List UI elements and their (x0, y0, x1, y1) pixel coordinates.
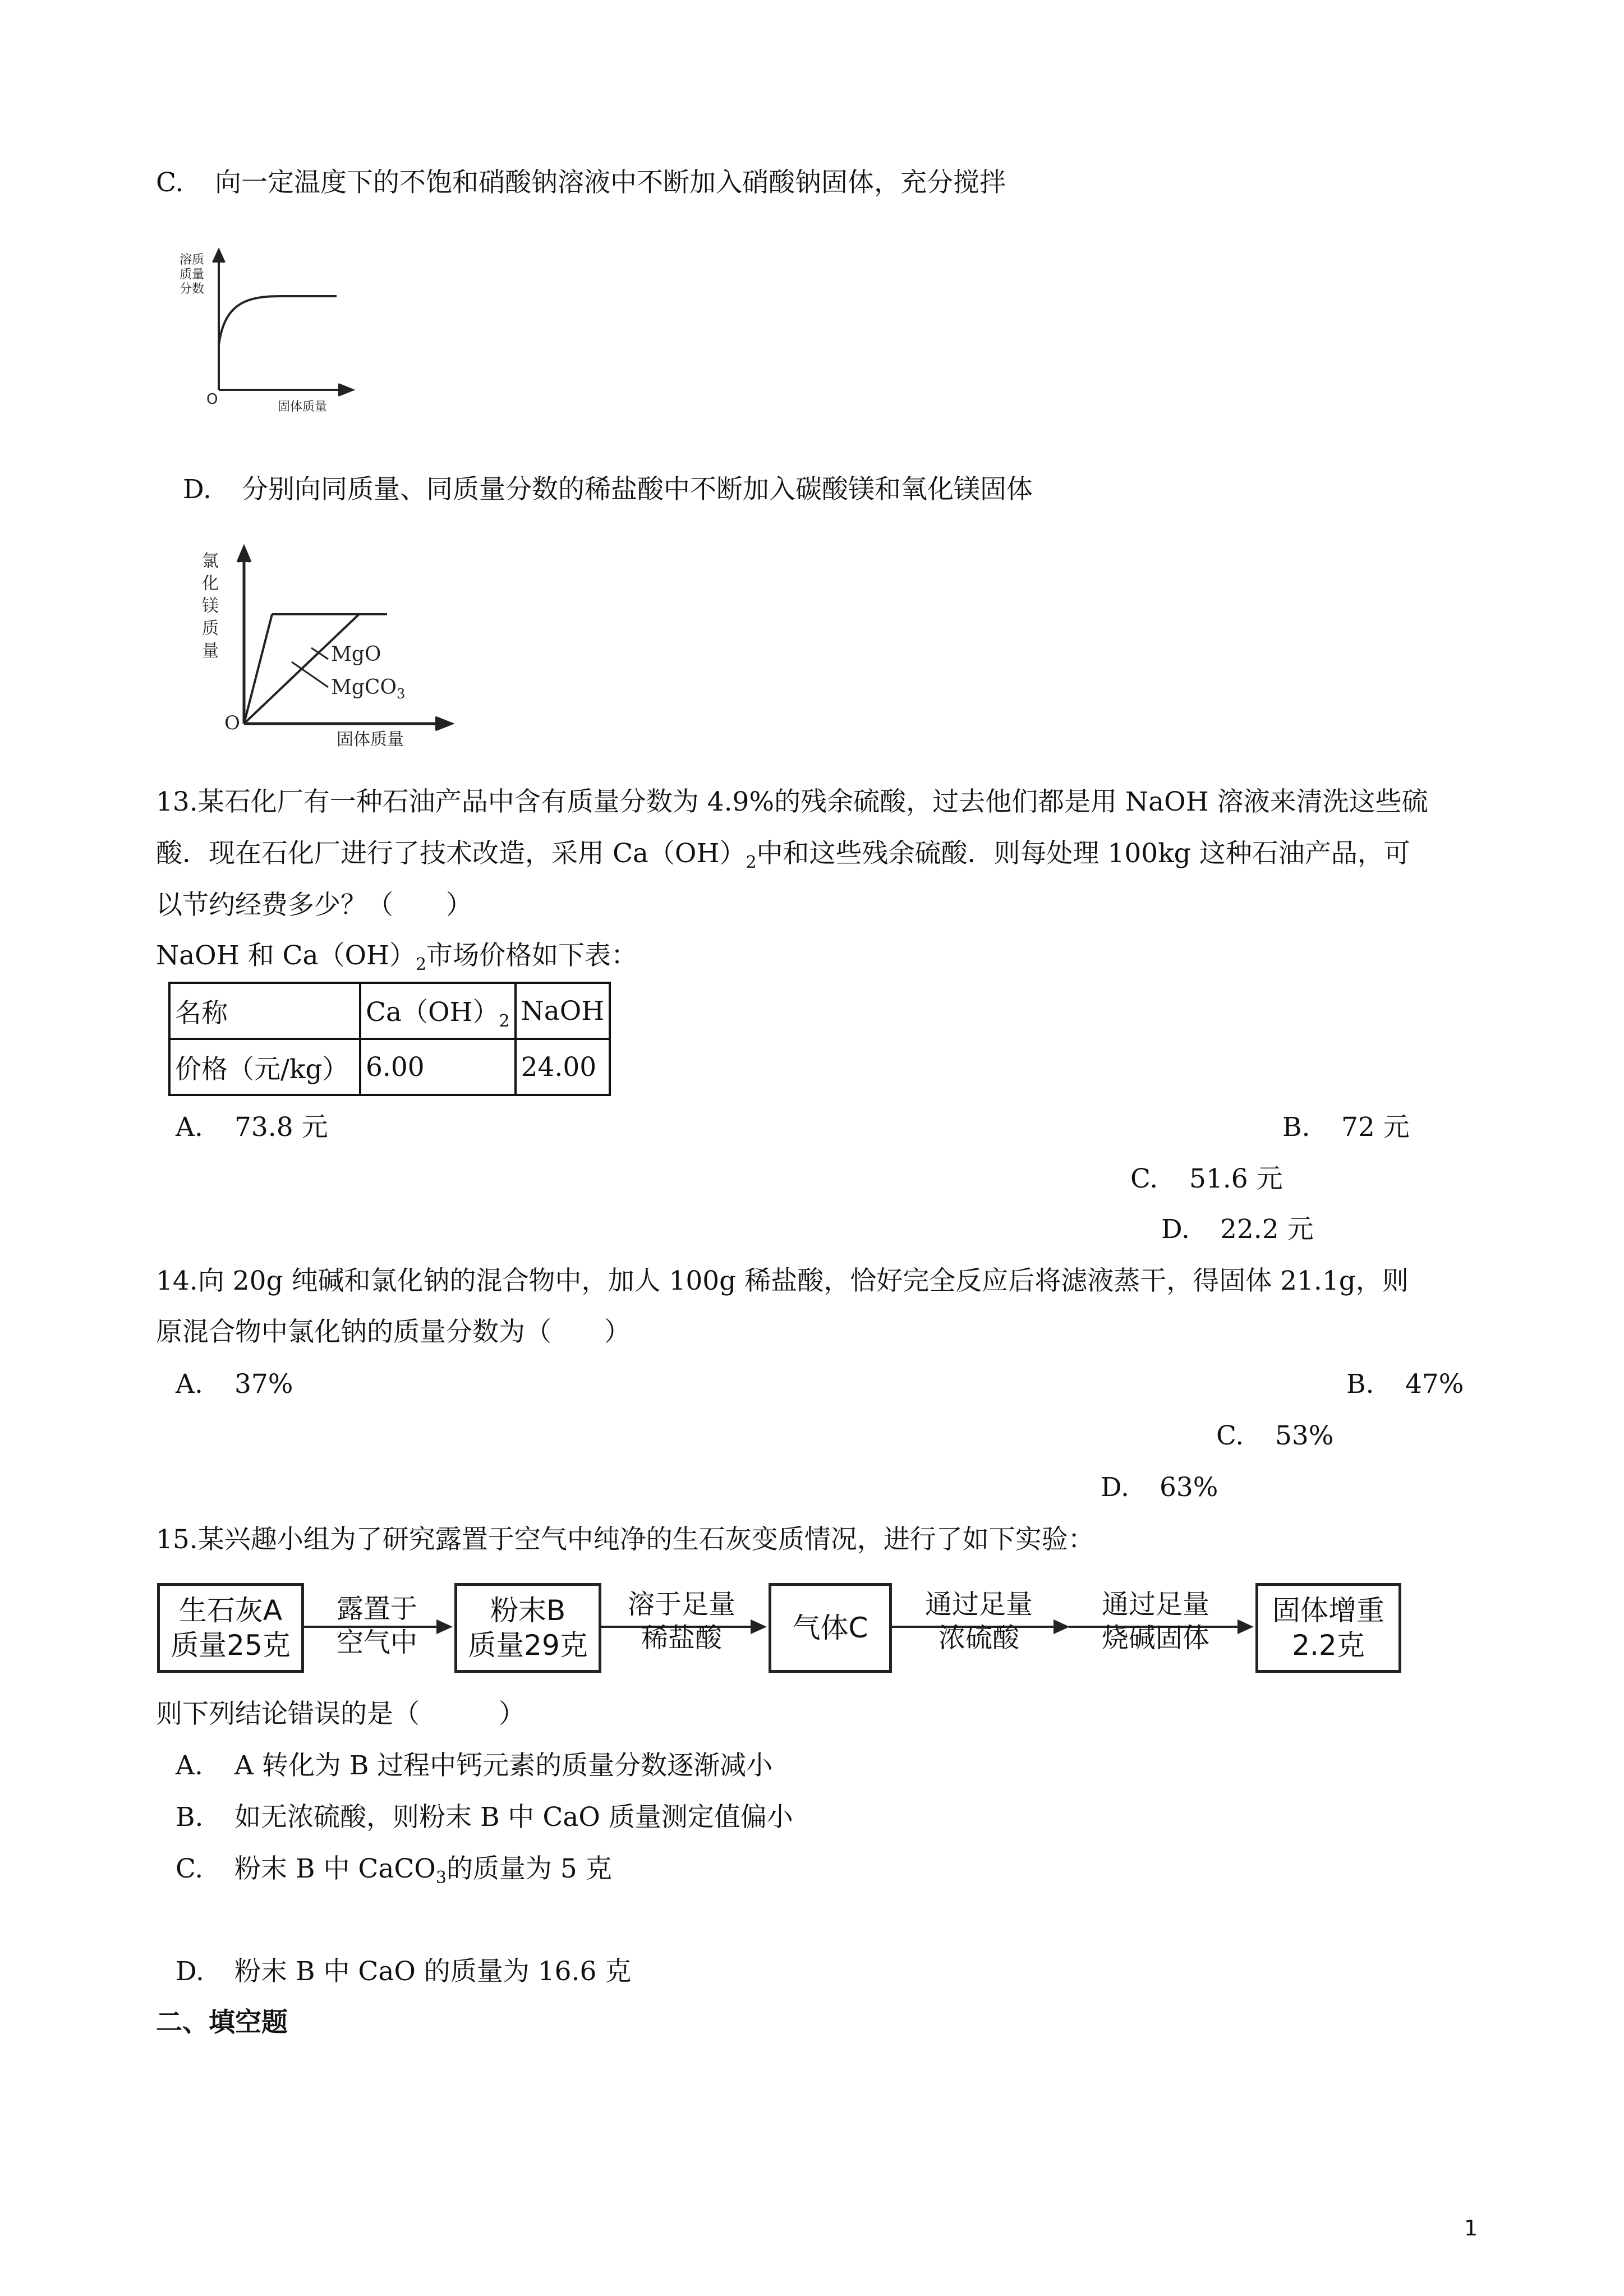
q14-line-1: 14.向 20g 纯碱和氯化钠的混合物中，加人 100g 稀盐酸，恰好完全反应后将滤液蒸干，得固体 21.1g，则 (156, 1266, 1409, 1296)
chart-d-series-mgco3: MgCO$_3$ (331, 676, 406, 702)
q13-option-c: C. 51.6 元 (1130, 1163, 1283, 1194)
q15-option-a: A. A 转化为 B 过程中钙元素的质量分数逐渐减小 (176, 1750, 773, 1781)
q15-option-d: D. 粉末 B 中 CaO 的质量为 16.6 克 (176, 1956, 632, 1987)
q13-option-b: B. 72 元 (1282, 1112, 1410, 1143)
table-cell: 价格（元/kg） (169, 1039, 360, 1095)
flow-label-caustic-soda: 通过足量 烧碱固体 (1101, 1589, 1209, 1654)
q15-line-1: 15.某兴趣小组为了研究露置于空气中纯净的生石灰变质情况，进行了如下实验： (156, 1524, 1094, 1555)
chart-c-ylabel-1: 溶质 (180, 253, 205, 267)
table-cell: 24.00 (516, 1039, 610, 1095)
q14-option-c: C. 53% (1216, 1420, 1334, 1451)
q14-option-a: A. 37% (176, 1369, 293, 1400)
flow-label-exposed-air: 露置于 空气中 (336, 1593, 417, 1658)
chart-c-xlabel: 固体质量 (278, 400, 328, 414)
q12-option-c (156, 166, 1006, 200)
chart-d-ylabel-1: 氯 (202, 551, 219, 571)
table-row (169, 1039, 610, 1095)
chart-c-origin: O (206, 391, 218, 408)
q15-option-b: B. 如无浓硫酸，则粉末 B 中 CaO 质量测定值偏小 (176, 1802, 793, 1833)
option-label: D. (183, 474, 211, 505)
table-cell: 名称 (169, 983, 360, 1039)
chart-c-ylabel-3: 分数 (180, 282, 205, 296)
flow-box-powder-b: 粉末B 质量29克 (454, 1583, 601, 1673)
q13-option-a: A. 73.8 元 (176, 1112, 328, 1143)
page-number: 1 (1464, 2216, 1478, 2240)
option-label: C. (156, 167, 184, 198)
flow-box-mass-gain: 固体增重 2.2克 (1255, 1583, 1401, 1673)
table-cell: $Ca(OH)_2$ (360, 983, 516, 1039)
table-cell: NaOH (516, 983, 610, 1039)
section-heading: 二、填空题 (156, 2007, 288, 2038)
q14-line-2: 原混合物中氯化钠的质量分数为（ ） (156, 1317, 631, 1347)
chart-d-ylabel-5: 量 (202, 641, 219, 661)
flow-box-quicklime-a: 生石灰A 质量25克 (157, 1583, 304, 1673)
q13-line-4: NaOH 和 $Ca(OH)_2$市场价格如下表： (156, 940, 638, 974)
q13-line-2: 酸．现在石化厂进行了技术改造，采用 $Ca(OH)_2$中和这些残余硫酸．则每处理 100kg 这种石油产品，可 (156, 838, 1410, 872)
experiment-flowchart (157, 1576, 1402, 1677)
price-table (168, 982, 611, 1096)
chart-d-ylabel-4: 质 (202, 619, 219, 638)
q12-option-d (183, 473, 1033, 507)
flow-box-gas-c: 气体C (769, 1583, 892, 1673)
q14-option-b: B. 47% (1346, 1369, 1464, 1400)
table-row (169, 983, 610, 1039)
chart-c-ylabel-2: 质量 (180, 268, 205, 282)
flow-label-dilute-hcl: 溶于足量 稀盐酸 (627, 1589, 735, 1654)
chart-d-ylabel-3: 镁 (202, 596, 219, 616)
chart-d-origin: O (224, 712, 240, 734)
table-cell: 6.00 (360, 1039, 516, 1095)
q15-option-c: C. 粉末 B 中 CaCO$_3$的质量为 5 克 (176, 1853, 612, 1888)
q13-option-d: D. 22.2 元 (1161, 1214, 1314, 1245)
q13-line-3: 以节约经费多少？（ ） (156, 890, 472, 921)
chart-d-ylabel-2: 化 (202, 574, 219, 593)
option-text: 向一定温度下的不饱和硝酸钠溶液中不断加入硝酸钠固体，充分搅拌 (215, 167, 1006, 198)
chart-d-series-mgo: MgO (331, 643, 381, 666)
q13-line-1: 13.某石化厂有一种石油产品中含有质量分数为 4.9%的残余硫酸，过去他们都是用 NaOH 溶液来清洗这些硫 (156, 786, 1428, 817)
option-text: 分别向同质量、同质量分数的稀盐酸中不断加入碳酸镁和氧化镁固体 (242, 474, 1033, 505)
flow-label-conc-sulfuric: 通过足量 浓硫酸 (924, 1589, 1033, 1654)
q12-chart-d (191, 539, 460, 763)
chart-d-xlabel: 固体质量 (337, 730, 404, 749)
q15-question: 则下列结论错误的是（ ） (156, 1699, 525, 1729)
q14-option-d: D. 63% (1101, 1472, 1218, 1503)
q12-chart-c (168, 241, 370, 415)
